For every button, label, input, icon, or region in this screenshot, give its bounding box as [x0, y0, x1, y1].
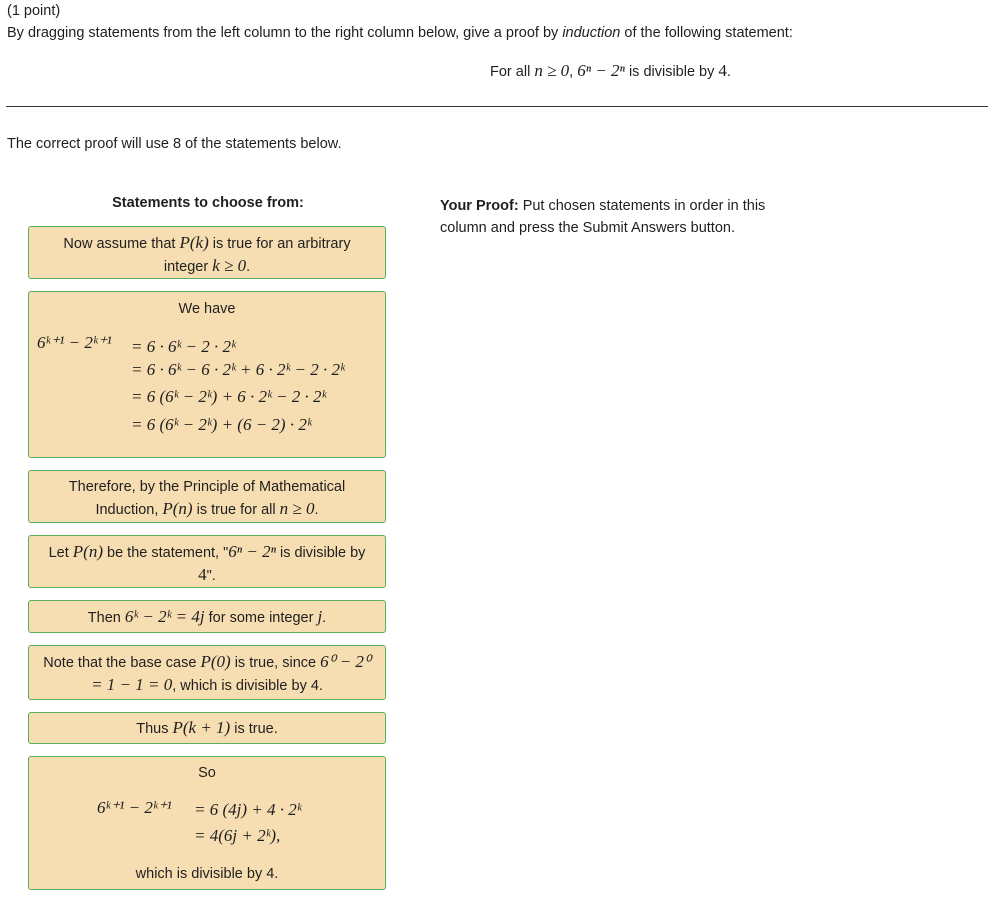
statement-card-we-have[interactable] [28, 291, 386, 458]
statement-end: . [726, 64, 731, 80]
points-label: (1 point) [7, 3, 61, 19]
instructions-text-end: of the following statement: [620, 25, 793, 41]
divider [6, 106, 988, 107]
statements-count-note: The correct proof will use 8 of the statements below. [7, 136, 342, 152]
statement-card-base-case[interactable] [28, 645, 386, 700]
card-text: is true for all [192, 502, 280, 518]
card-math: j [317, 607, 323, 626]
card-text: is true for an arbitrary integer [163, 236, 351, 275]
statement-math-n: n ≥ 0 [534, 61, 570, 80]
statements-column-title: Statements to choose from: [112, 195, 304, 211]
card-text: is true. [230, 721, 278, 737]
statement-card-let[interactable] [28, 535, 386, 588]
card-math: P(n) [162, 499, 193, 518]
card-text: Then [87, 610, 125, 626]
card-math: k ≥ 0 [212, 256, 247, 275]
statement-card-so[interactable] [28, 756, 386, 890]
proof-column-instructions: Put chosen statements in order in this column and press the Submit Answers button. [440, 198, 766, 236]
instructions-emphasis: induction [562, 25, 621, 41]
card-text: Therefore, by the Principle of Mathematical Induction, [68, 479, 346, 518]
card-eq-line: = 6 (6ᵏ − 2ᵏ) + (6 − 2) · 2ᵏ [131, 415, 312, 434]
card-text: for some integer [204, 610, 318, 626]
card-text: ". [206, 568, 216, 584]
card-text: be the statement, " [103, 545, 229, 561]
card-text: is true, since [230, 655, 321, 671]
theorem-statement [490, 61, 731, 81]
card-math: P(k) [179, 233, 209, 252]
card-eq-line: = 4(6j + 2ᵏ), [194, 826, 281, 845]
statement-text-2: is divisible by [624, 64, 719, 80]
card-math: 4 [198, 565, 207, 584]
instructions-text: By dragging statements from the left column to the right column below, give a proof by [7, 25, 563, 41]
card-text: Let [48, 545, 73, 561]
card-text: . [314, 502, 319, 518]
card-intro: We have [178, 301, 236, 317]
card-math: 6ᵏ − 2ᵏ = 4j [124, 607, 205, 626]
proof-column-title: Your Proof: [440, 198, 519, 214]
card-text: . [322, 610, 327, 626]
card-text: , which is divisible by 4. [172, 678, 323, 694]
card-text: . [246, 259, 251, 275]
statement-math-four: 4 [718, 61, 727, 80]
instructions [7, 25, 793, 41]
card-math: n ≥ 0 [279, 499, 315, 518]
card-math: 6⁰ − 2⁰ = 1 − 1 = 0 [91, 652, 371, 694]
card-eq-line: = 6 (6ᵏ − 2ᵏ) + 6 · 2ᵏ − 2 · 2ᵏ [131, 387, 327, 406]
card-eq-line: = 6 (4j) + 4 · 2ᵏ [194, 800, 302, 819]
card-eq-lhs: 6ᵏ⁺¹ − 2ᵏ⁺¹ [37, 333, 112, 352]
card-text: Now assume that [63, 236, 180, 252]
statement-card-thus[interactable] [28, 712, 386, 744]
statement-comma: , [569, 64, 578, 80]
card-math: P(0) [200, 652, 231, 671]
card-math: P(k + 1) [172, 718, 231, 737]
card-text: Thus [136, 721, 173, 737]
statement-card-then[interactable] [28, 600, 386, 633]
card-math: P(n) [72, 542, 103, 561]
card-intro: So [198, 765, 216, 781]
statement-math-expr: 6ⁿ − 2ⁿ [577, 61, 625, 80]
card-text: Note that the base case [43, 655, 201, 671]
card-eq-line: = 6 · 6ᵏ − 2 · 2ᵏ [131, 337, 236, 356]
statement-card-therefore[interactable] [28, 470, 386, 523]
card-eq-line: = 6 · 6ᵏ − 6 · 2ᵏ + 6 · 2ᵏ − 2 · 2ᵏ [131, 360, 345, 379]
proof-column[interactable] [440, 195, 790, 239]
card-outro: which is divisible by 4. [135, 866, 279, 882]
card-eq-lhs: 6ᵏ⁺¹ − 2ᵏ⁺¹ [97, 798, 172, 817]
card-text: is divisible by [275, 545, 366, 561]
statement-card-assume[interactable] [28, 226, 386, 279]
card-math: 6ⁿ − 2ⁿ [228, 542, 276, 561]
statement-text: For all [490, 64, 535, 80]
